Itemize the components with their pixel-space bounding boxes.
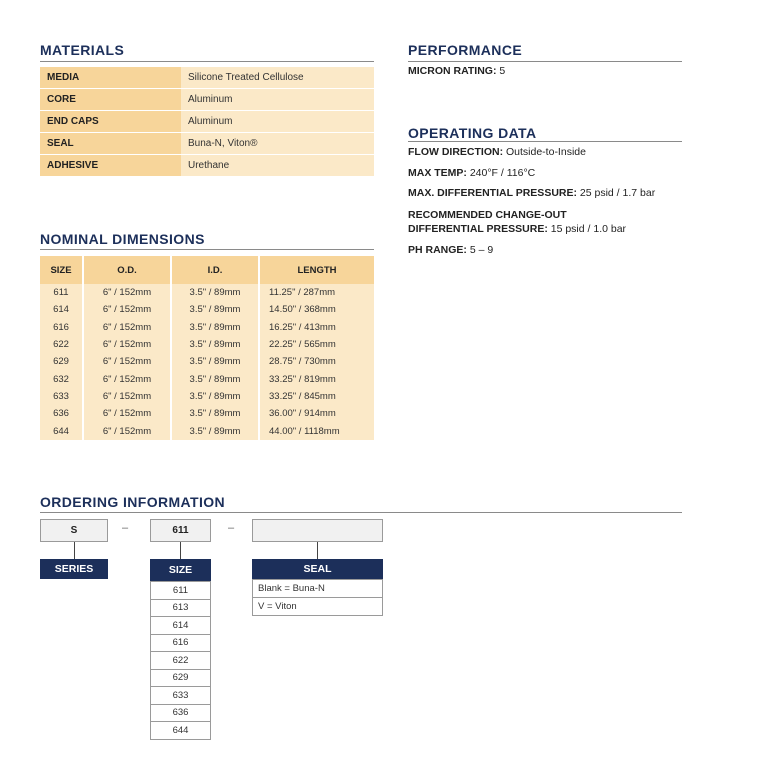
length-cell: 11.25" / 287mm — [259, 284, 374, 301]
id-cell: 3.5" / 89mm — [171, 422, 259, 439]
size-option: 613 — [151, 599, 211, 617]
material-label: END CAPS — [40, 111, 181, 133]
id-cell: 3.5" / 89mm — [171, 336, 259, 353]
col-header-length: LENGTH — [259, 256, 374, 284]
size-option-row — [151, 617, 211, 635]
seal-option: V = Viton — [253, 598, 383, 616]
id-cell: 3.5" / 89mm — [171, 284, 259, 301]
micron-rating-value: 5 — [499, 65, 506, 77]
size-options-table — [150, 581, 211, 740]
id-cell: 3.5" / 89mm — [171, 301, 259, 318]
size-option: 636 — [151, 704, 211, 722]
dimensions-header-row — [40, 256, 374, 284]
dimensions-row — [40, 319, 374, 336]
size-cell: 644 — [40, 422, 83, 439]
od-cell: 6" / 152mm — [83, 370, 171, 387]
performance-heading: PERFORMANCE — [408, 42, 523, 58]
material-value: Buna-N, Viton® — [181, 133, 374, 155]
size-option-row — [151, 722, 211, 740]
size-cell: 622 — [40, 336, 83, 353]
size-cell: 629 — [40, 353, 83, 370]
ph-range — [408, 244, 493, 256]
dimensions-row — [40, 422, 374, 439]
od-cell: 6" / 152mm — [83, 353, 171, 370]
dimensions-table — [40, 256, 374, 440]
operating-heading: OPERATING DATA — [408, 125, 537, 141]
size-code-box: 611 — [150, 519, 211, 542]
micron-rating — [408, 65, 505, 77]
material-value: Silicone Treated Cellulose — [181, 67, 374, 89]
size-option: 611 — [151, 582, 211, 600]
dimensions-heading: NOMINAL DIMENSIONS — [40, 231, 205, 247]
size-option-row — [151, 634, 211, 652]
od-cell: 6" / 152mm — [83, 422, 171, 439]
ph-range-label: PH RANGE: — [408, 244, 467, 256]
length-cell: 44.00" / 1118mm — [259, 422, 374, 439]
size-option: 629 — [151, 669, 211, 687]
col-header-od: O.D. — [83, 256, 171, 284]
seal-label: SEAL — [252, 559, 383, 579]
length-cell: 14.50" / 368mm — [259, 301, 374, 318]
materials-row — [40, 67, 374, 89]
size-option: 614 — [151, 617, 211, 635]
size-option-row — [151, 669, 211, 687]
od-cell: 6" / 152mm — [83, 405, 171, 422]
series-code-box: S — [40, 519, 108, 542]
size-cell: 614 — [40, 301, 83, 318]
recommended-changeout — [408, 223, 626, 235]
length-cell: 22.25" / 565mm — [259, 336, 374, 353]
od-cell: 6" / 152mm — [83, 284, 171, 301]
material-label: MEDIA — [40, 67, 181, 89]
seal-connector — [317, 542, 318, 559]
dash-separator-2: – — [228, 522, 235, 534]
micron-rating-label: MICRON RATING: — [408, 65, 497, 77]
seal-option-row — [253, 598, 383, 616]
od-cell: 6" / 152mm — [83, 336, 171, 353]
flow-direction-value: Outside-to-Inside — [506, 146, 586, 158]
materials-row — [40, 89, 374, 111]
size-option: 644 — [151, 722, 211, 740]
max-temp-label: MAX TEMP: — [408, 167, 467, 179]
length-cell: 28.75" / 730mm — [259, 353, 374, 370]
dimensions-row — [40, 353, 374, 370]
materials-heading: MATERIALS — [40, 42, 125, 58]
id-cell: 3.5" / 89mm — [171, 319, 259, 336]
max-temp — [408, 167, 535, 179]
length-cell: 36.00" / 914mm — [259, 405, 374, 422]
size-option: 616 — [151, 634, 211, 652]
size-option-row — [151, 582, 211, 600]
materials-row — [40, 133, 374, 155]
seal-option: Blank = Buna-N — [253, 580, 383, 598]
recommended-changeout-label-1 — [408, 209, 567, 221]
id-cell: 3.5" / 89mm — [171, 353, 259, 370]
ordering-rule — [40, 512, 682, 513]
material-value: Urethane — [181, 155, 374, 177]
flow-direction-label: FLOW DIRECTION: — [408, 146, 504, 158]
dimensions-row — [40, 284, 374, 301]
size-cell: 632 — [40, 370, 83, 387]
length-cell: 33.25" / 845mm — [259, 388, 374, 405]
seal-options-table — [252, 579, 383, 616]
size-option-row — [151, 687, 211, 705]
size-option-row — [151, 704, 211, 722]
id-cell: 3.5" / 89mm — [171, 405, 259, 422]
ph-range-value: 5 – 9 — [469, 244, 494, 256]
material-label: ADHESIVE — [40, 155, 181, 177]
seal-code-box — [252, 519, 383, 542]
length-cell: 33.25" / 819mm — [259, 370, 374, 387]
dimensions-row — [40, 405, 374, 422]
operating-rule — [408, 141, 682, 142]
flow-direction — [408, 146, 586, 158]
series-connector — [74, 542, 75, 559]
recommended-changeout-label-2: DIFFERENTIAL PRESSURE: — [408, 223, 548, 235]
materials-table — [40, 67, 374, 177]
performance-rule — [408, 61, 682, 62]
size-connector — [180, 542, 181, 559]
recommended-changeout-text: RECOMMENDED CHANGE-OUT — [408, 209, 567, 221]
dimensions-row — [40, 301, 374, 318]
max-diff-pressure-value: 25 psid / 1.7 bar — [579, 187, 656, 199]
dash-separator-1: – — [122, 522, 129, 534]
col-header-size: SIZE — [40, 256, 83, 284]
max-temp-value: 240°F / 116°C — [469, 167, 536, 179]
od-cell: 6" / 152mm — [83, 388, 171, 405]
material-label: CORE — [40, 89, 181, 111]
material-value: Aluminum — [181, 111, 374, 133]
length-cell: 16.25" / 413mm — [259, 319, 374, 336]
max-diff-pressure-label: MAX. DIFFERENTIAL PRESSURE: — [408, 187, 577, 199]
dimensions-row — [40, 388, 374, 405]
size-option: 633 — [151, 687, 211, 705]
size-label: SIZE — [150, 559, 211, 581]
materials-row — [40, 155, 374, 177]
size-cell: 616 — [40, 319, 83, 336]
material-label: SEAL — [40, 133, 181, 155]
ordering-heading: ORDERING INFORMATION — [40, 494, 226, 510]
size-cell: 611 — [40, 284, 83, 301]
materials-rule — [40, 61, 374, 62]
size-option-row — [151, 599, 211, 617]
od-cell: 6" / 152mm — [83, 301, 171, 318]
col-header-id: I.D. — [171, 256, 259, 284]
seal-option-row — [253, 580, 383, 598]
dimensions-rule — [40, 249, 374, 250]
material-value: Aluminum — [181, 89, 374, 111]
max-diff-pressure — [408, 187, 655, 199]
materials-row — [40, 111, 374, 133]
series-label: SERIES — [40, 559, 108, 579]
dimensions-row — [40, 336, 374, 353]
recommended-changeout-value: 15 psid / 1.0 bar — [550, 223, 627, 235]
size-option: 622 — [151, 652, 211, 670]
size-option-row — [151, 652, 211, 670]
od-cell: 6" / 152mm — [83, 319, 171, 336]
size-cell: 636 — [40, 405, 83, 422]
id-cell: 3.5" / 89mm — [171, 388, 259, 405]
id-cell: 3.5" / 89mm — [171, 370, 259, 387]
size-cell: 633 — [40, 388, 83, 405]
dimensions-row — [40, 370, 374, 387]
